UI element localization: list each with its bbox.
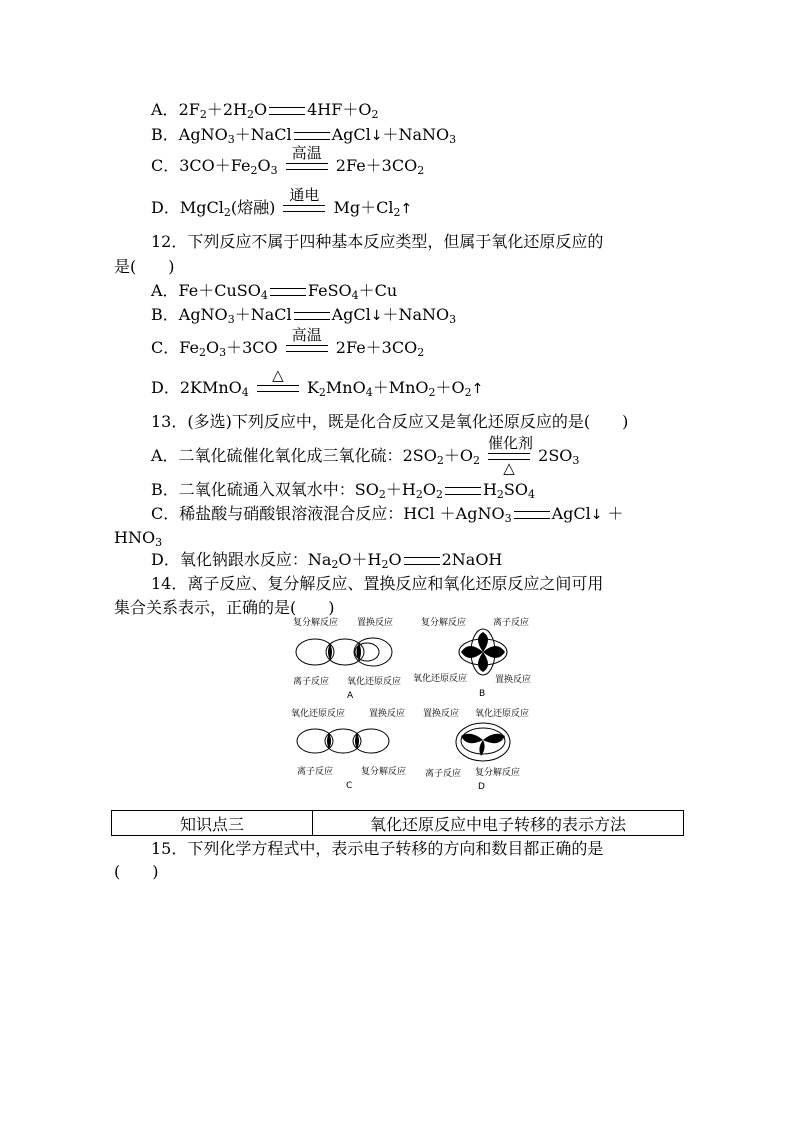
q13-stem: 13．(多选)下列反应中，既是化合反应又是氧化还原反应的是( ) bbox=[151, 412, 629, 431]
q11-option-a: A．$2F_2+2H_2O$ $4HF+O_2$ bbox=[151, 100, 379, 121]
label-fufenjie-d: 复分解反应 bbox=[475, 768, 521, 778]
diagram-c bbox=[291, 707, 406, 791]
q13-option-c-cont: $HNO_3$ bbox=[114, 528, 163, 549]
q13-option-a: A．二氧化硫催化氧化成三氧化硫：$2SO_2+O_2$ 催化剂 △ $2SO_3$ bbox=[151, 434, 580, 477]
label-zhihuan-a: 置换反应 bbox=[357, 618, 394, 628]
q13-option-d: D．氧化钠跟水反应：$Na_2O+H_2O$ 2NaOH bbox=[151, 550, 503, 571]
q12-option-c: C．$Fe_2O_3+3CO$ 高温 $2Fe+3CO_2$ bbox=[151, 326, 425, 359]
label-fufenjie-c: 复分解反应 bbox=[361, 767, 407, 777]
diagram-b bbox=[413, 616, 531, 699]
q13-option-c: C．稀盐酸与硝酸银溶液混合反应：HCl ＋AgNO$_3$ AgCl↓ ＋ bbox=[151, 504, 624, 525]
q11-option-d: D．MgCl$_2$(熔融) 通电 $Mg+Cl_2↑$ bbox=[151, 186, 413, 219]
label-fufenjie-a: 复分解反应 bbox=[293, 618, 339, 628]
q12-option-b: B．AgNO$_3$＋NaCl AgCl↓＋NaNO$_3$ bbox=[151, 305, 457, 326]
q14-stem-cont: 集合关系表示，正确的是( ) bbox=[114, 598, 335, 617]
q13-option-b: B．二氧化硫通入双氧水中：$SO_2+H_2O_2$ $H_2SO_4$ bbox=[151, 480, 535, 501]
label-yanghua-a: 氧化还原反应 bbox=[347, 677, 402, 687]
label-lizi-a: 离子反应 bbox=[293, 677, 330, 687]
diagram-d bbox=[423, 707, 529, 792]
q15-stem: 15．下列化学方程式中，表示电子转移的方向和数目都正确的是 bbox=[151, 839, 604, 858]
label-letter-d: D bbox=[478, 782, 485, 792]
q11-option-b: B．AgNO$_3$＋NaCl AgCl↓＋NaNO$_3$ bbox=[151, 125, 457, 146]
label-lizi-d: 离子反应 bbox=[425, 769, 462, 779]
knowledge-point-table bbox=[111, 810, 684, 836]
q14-stem: 14．离子反应、复分解反应、置换反应和氧化还原反应之间可用 bbox=[151, 574, 604, 593]
label-letter-c: C bbox=[346, 781, 353, 791]
label-yanghua-d: 氧化还原反应 bbox=[475, 709, 530, 719]
diagram-a bbox=[293, 616, 401, 701]
label-zhihuan-d: 置换反应 bbox=[423, 709, 460, 719]
q12-stem-cont: 是( ) bbox=[114, 257, 175, 276]
knowledge-point-title: 氧化还原反应中电子转移的表示方法 bbox=[313, 811, 684, 836]
label-letter-b: B bbox=[479, 689, 486, 699]
label-lizi-b: 离子反应 bbox=[493, 618, 530, 628]
label-letter-a: A bbox=[347, 691, 354, 701]
q11-option-c: C．$3CO+Fe_2O_3$ 高温 $2Fe+3CO_2$ bbox=[151, 144, 425, 177]
label-fufenjie-b: 复分解反应 bbox=[421, 618, 467, 628]
label-yanghua-c: 氧化还原反应 bbox=[291, 709, 346, 719]
q12-stem: 12．下列反应不属于四种基本反应类型，但属于氧化还原反应的 bbox=[151, 232, 604, 251]
set-relation-diagrams bbox=[285, 612, 545, 794]
label-zhihuan-b: 置换反应 bbox=[495, 675, 532, 685]
q12-option-a: A．Fe＋CuSO$_4$ FeSO$_4$＋Cu bbox=[151, 281, 398, 302]
label-zhihuan-c: 置换反应 bbox=[369, 709, 406, 719]
q12-option-d: D．2KMnO$_4$ △ $K_2MnO_4+MnO_2+O_2↑$ bbox=[151, 366, 484, 399]
label-yanghua-b: 氧化还原反应 bbox=[413, 674, 468, 684]
knowledge-point-number: 知识点三 bbox=[112, 811, 313, 836]
label-lizi-c: 离子反应 bbox=[297, 767, 334, 777]
q15-stem-cont: ( ) bbox=[114, 862, 159, 881]
